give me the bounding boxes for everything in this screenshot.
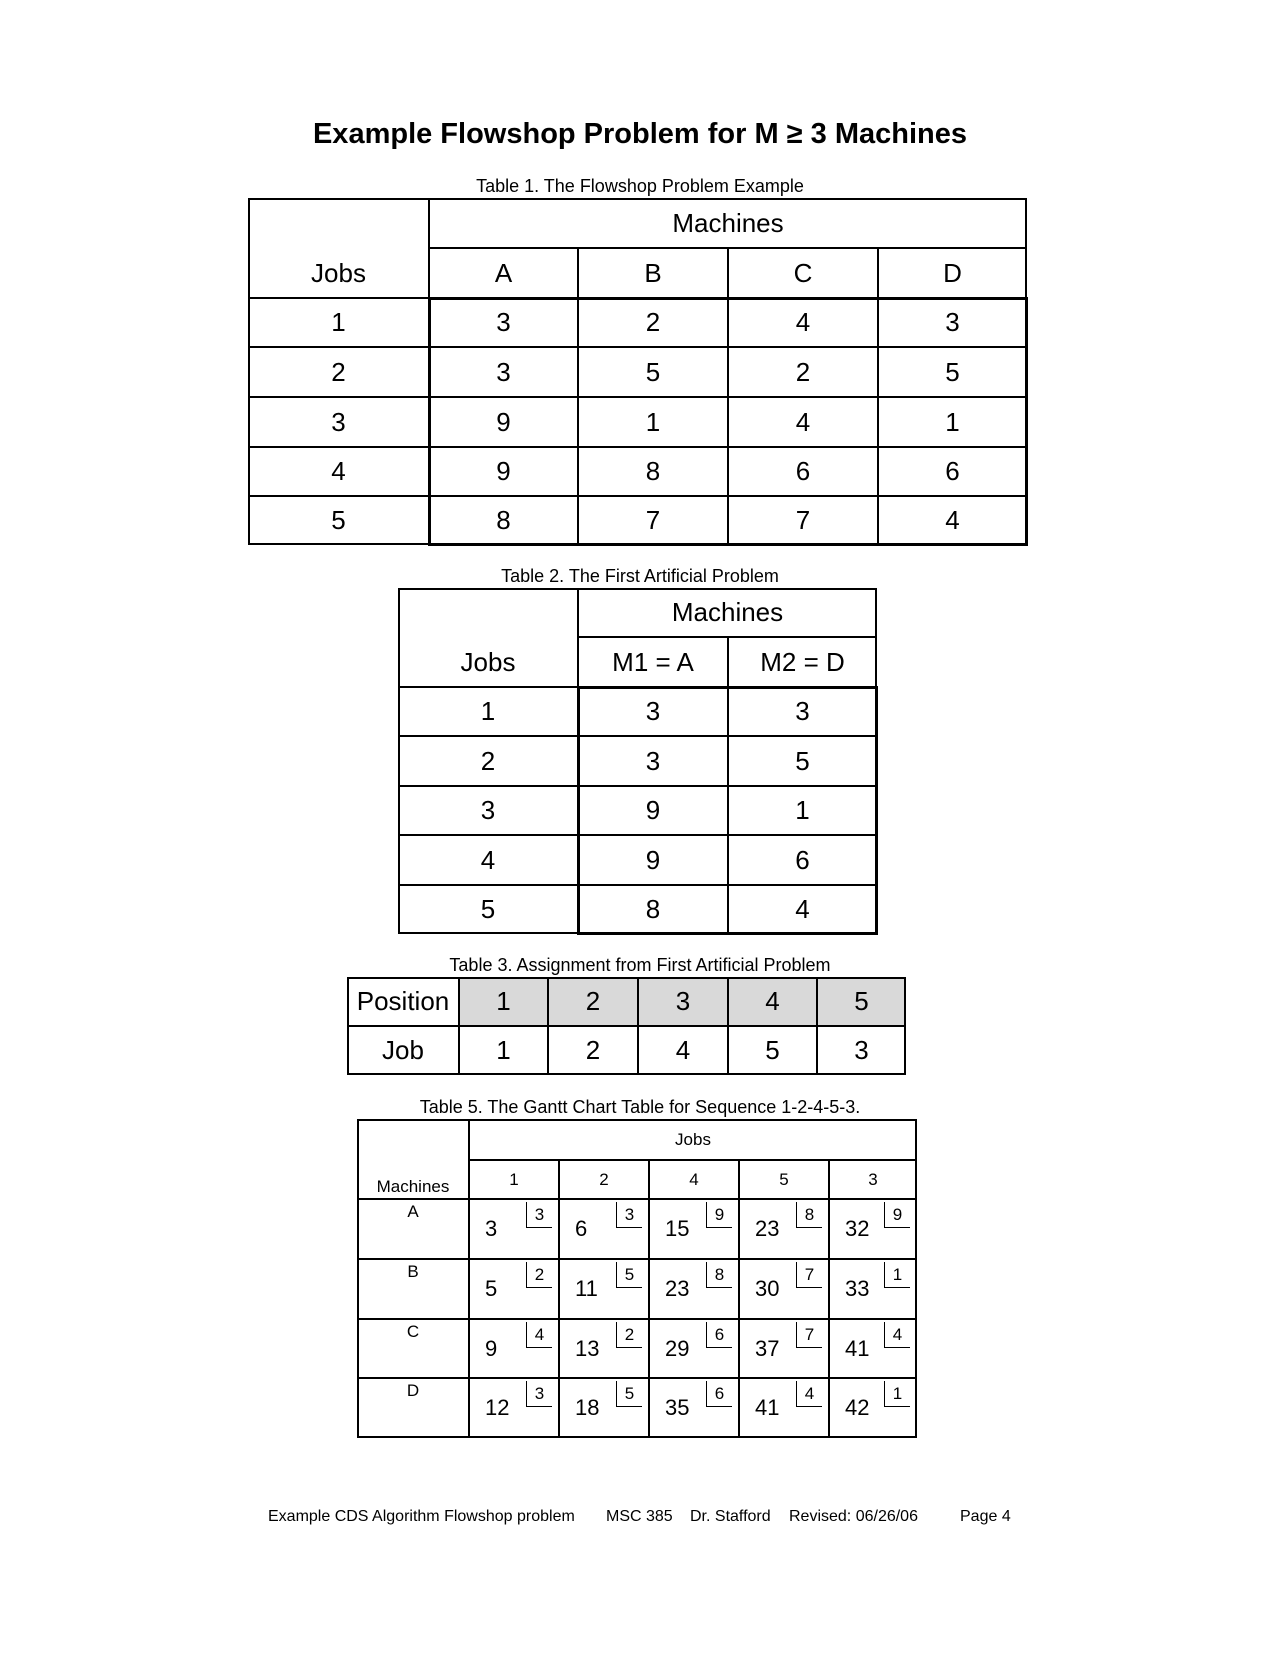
table-5-duration-box: 5 — [616, 1381, 642, 1407]
table-5-machine-label: D — [406, 1381, 420, 1400]
table-5-completion-time: 15 — [665, 1216, 690, 1241]
table-5-duration-box: 1 — [884, 1381, 910, 1407]
grid-line — [648, 1160, 650, 1438]
table-2-jobs-header: Jobs — [460, 646, 516, 677]
table-1-value-cell: 9 — [496, 456, 511, 486]
table-5-duration-box: 4 — [884, 1322, 910, 1348]
table-1-value-cell: 6 — [795, 456, 811, 486]
footer-doc-title: Example CDS Algorithm Flowshop problem — [268, 1508, 575, 1525]
table-5-completion-time: 5 — [485, 1276, 498, 1301]
table-5-duration-box: 9 — [884, 1202, 910, 1228]
table-1-column-header: A — [494, 257, 513, 288]
table-2-value-cell: 3 — [795, 696, 810, 726]
table-5-completion-time: 42 — [845, 1395, 870, 1420]
table-2-caption: Table 2. The First Artificial Problem — [501, 566, 779, 586]
table-5-completion-time: 11 — [575, 1276, 598, 1301]
table-1-value-cell: 3 — [496, 356, 511, 387]
table-1-caption: Table 1. The Flowshop Problem Example — [476, 176, 804, 196]
table-5-job-header: 3 — [868, 1169, 878, 1189]
table-1-value-cell: 1 — [945, 406, 960, 437]
table-3-caption: Table 3. Assignment from First Artificial Problem — [449, 955, 831, 975]
table-3-position-cell: 5 — [854, 986, 869, 1016]
table-5-completion-time: 23 — [665, 1276, 690, 1301]
table-5-duration-box: 8 — [706, 1262, 732, 1288]
table-1-jobs-header: Jobs — [311, 257, 366, 288]
table-3-position-label: Position — [356, 986, 450, 1016]
table-2-value-cell: 3 — [645, 745, 661, 776]
table-1-job-cell: 3 — [331, 406, 346, 437]
grid-line — [828, 1160, 830, 1438]
table-1-value-cell: 5 — [945, 356, 960, 387]
table-3-job-cell: 1 — [496, 1035, 511, 1065]
table-5-completion-time: 33 — [845, 1276, 870, 1301]
table-5-job-header: 1 — [509, 1169, 519, 1189]
table-5-machine-label: C — [406, 1322, 420, 1341]
table-2-value-cell: 1 — [795, 795, 810, 825]
table-5-duration-box: 5 — [616, 1262, 642, 1288]
table-1-value-cell: 5 — [645, 356, 661, 387]
table-1-machines-header: Machines — [672, 207, 784, 238]
table-5-completion-time: 30 — [755, 1276, 780, 1301]
table-2-value-cell: 9 — [645, 844, 661, 875]
table-1-column-header: B — [644, 257, 662, 288]
table-1-value-cell: 4 — [795, 406, 811, 437]
table-2-job-cell: 3 — [480, 795, 496, 825]
table-3-position-cell: 3 — [675, 986, 691, 1016]
table-3-position-cell: 2 — [585, 986, 601, 1016]
table-5-duration-box: 3 — [526, 1381, 552, 1407]
table-1-column-header: D — [943, 257, 962, 288]
footer-author: Dr. Stafford — [690, 1508, 771, 1525]
table-3-job-label: Job — [382, 1035, 424, 1065]
footer-course: MSC 385 — [606, 1508, 673, 1525]
table-3-position-cell: 4 — [765, 986, 780, 1016]
table-1-job-cell: 5 — [331, 505, 346, 535]
table-1-job-cell: 2 — [331, 356, 346, 387]
table-1-value-cell: 7 — [645, 505, 661, 535]
table-5-duration-box: 1 — [884, 1262, 910, 1288]
table-5-job-header: 5 — [779, 1169, 789, 1189]
table-5-caption: Table 5. The Gantt Chart Table for Sequence 1-2-4-5-3. — [419, 1097, 861, 1117]
table-1-value-cell: 7 — [795, 505, 811, 535]
table-1-column-header: C — [793, 257, 813, 288]
table-5-completion-time: 37 — [755, 1336, 780, 1361]
table-1-value-cell: 2 — [795, 356, 811, 387]
table-1-value-cell: 8 — [645, 456, 661, 486]
table-5-completion-time: 41 — [845, 1336, 870, 1361]
grid-line — [558, 1160, 560, 1438]
table-5-completion-time: 3 — [485, 1216, 498, 1241]
table-2-job-cell: 2 — [480, 745, 496, 776]
table-2-column-header: M1 = A — [612, 646, 694, 677]
table-5-duration-box: 3 — [526, 1202, 552, 1228]
table-3-job-cell: 2 — [585, 1035, 601, 1065]
table-5-completion-time: 35 — [665, 1395, 690, 1420]
footer-revised: Revised: 06/26/06 — [789, 1508, 918, 1525]
table-5-duration-box: 4 — [526, 1322, 552, 1348]
table-3-job-cell: 5 — [765, 1035, 780, 1065]
table-5-duration-box: 9 — [706, 1202, 732, 1228]
table-2-job-cell: 4 — [480, 844, 496, 875]
table-5-completion-time: 41 — [755, 1395, 780, 1420]
table-2-column-header: M2 = D — [760, 646, 845, 677]
table-1-value-cell: 2 — [645, 307, 661, 337]
table-5-completion-time: 12 — [485, 1395, 510, 1420]
table-1-value-cell: 3 — [945, 307, 960, 337]
table-5-duration-box: 2 — [616, 1322, 642, 1348]
table-3-position-cell: 1 — [496, 986, 511, 1016]
table-5-completion-time: 18 — [575, 1395, 600, 1420]
table-5-duration-box: 7 — [796, 1262, 822, 1288]
table-1-job-cell: 1 — [331, 307, 346, 337]
table-5-jobs-header: Jobs — [675, 1129, 711, 1149]
table-2-job-cell: 1 — [480, 696, 496, 726]
table-5-job-header: 4 — [689, 1169, 699, 1189]
table-1-value-cell: 9 — [496, 406, 511, 437]
table-5-completion-time: 13 — [575, 1336, 600, 1361]
grid-line — [738, 1160, 740, 1438]
table-1-value-cell: 4 — [945, 505, 960, 535]
table-1-value-cell: 1 — [645, 406, 661, 437]
table-5-duration-box: 3 — [616, 1202, 642, 1228]
table-5-completion-time: 9 — [485, 1336, 498, 1361]
table-5-machine-label: B — [407, 1262, 419, 1281]
table-2-job-cell: 5 — [480, 894, 496, 924]
table-1-job-cell: 4 — [331, 456, 346, 486]
table-2-value-cell: 6 — [795, 844, 810, 875]
footer-page-number: Page 4 — [960, 1508, 1011, 1525]
table-5-duration-box: 7 — [796, 1322, 822, 1348]
table-1-value-cell: 6 — [945, 456, 960, 486]
table-2-value-cell: 5 — [795, 745, 810, 776]
table-5-completion-time: 23 — [755, 1216, 780, 1241]
table-1-value-cell: 4 — [795, 307, 811, 337]
table-2-value-cell: 3 — [645, 696, 661, 726]
table-3-job-cell: 4 — [675, 1035, 691, 1065]
table-5-machine-label: A — [407, 1202, 419, 1221]
table-3-job-cell: 3 — [854, 1035, 869, 1065]
table-5-job-header: 2 — [599, 1169, 609, 1189]
table-2-value-cell: 8 — [645, 894, 661, 924]
table-2-value-cell: 4 — [795, 894, 810, 924]
page-title: Example Flowshop Problem for M ≥ 3 Machines — [312, 118, 968, 150]
table-5-duration-box: 8 — [796, 1202, 822, 1228]
table-5-completion-time: 6 — [575, 1216, 588, 1241]
table-5-completion-time: 32 — [845, 1216, 870, 1241]
table-1-value-cell: 3 — [496, 307, 511, 337]
table-2-value-cell: 9 — [645, 795, 661, 825]
table-5-duration-box: 6 — [706, 1381, 732, 1407]
table-5-machines-header: Machines — [376, 1177, 450, 1196]
table-5-duration-box: 2 — [526, 1262, 552, 1288]
table-5-completion-time: 29 — [665, 1336, 690, 1361]
table-5-duration-box: 6 — [706, 1322, 732, 1348]
table-2-machines-header: Machines — [671, 597, 784, 627]
table-1-value-cell: 8 — [496, 505, 511, 535]
table-5-duration-box: 4 — [796, 1381, 822, 1407]
